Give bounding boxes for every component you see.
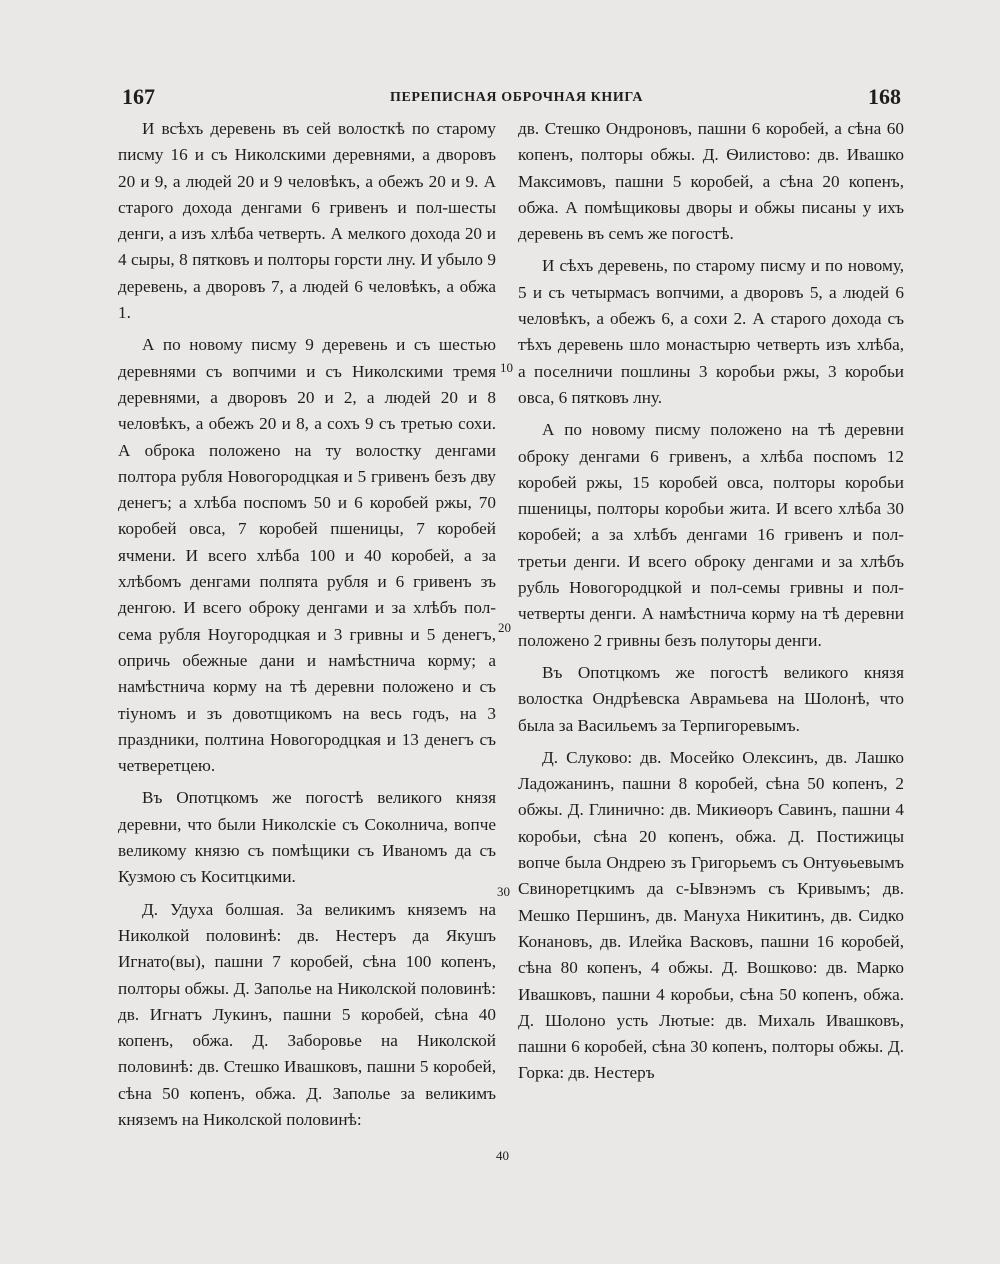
left-column	[118, 116, 496, 1139]
page-header	[0, 84, 1000, 114]
page-number-left: 167	[122, 84, 155, 109]
paragraph: А по новому писму положено на тѣ деревни оброку денгами 6 гривенъ, а хлѣба поспомъ 12 коробей ржы, 15 коробей овса, полторы коробьи пшеницы, полторы коробьи жита. И всего хлѣба 30 коробей; а за хлѣбъ денгами 16 гривенъ и пол-третьи денги. И всего оброку денгами и за хлѣбъ рубль Новогородцкой и пол-семы гривны и пол-четверты денги. А намѣстнича корму на тѣ деревни положено 2 гривны безъ полуторы денги.	[518, 420, 904, 650]
paragraph: И сѣхъ деревень, по старому писму и по новому, 5 и съ четырмасъ вопчими, а дворовъ 5, а людей 6 человѣкъ, а обежъ 6, а сохи 2. А старого дохода съ тѣхъ деревень шло монастырю четверть изъ хлѣба, а поселничи пошлины 3 коробьи ржы, 3 коробьи овса, 6 пятковъ лну.	[518, 256, 904, 407]
line-number-10: 10	[500, 360, 513, 375]
right-column	[518, 116, 904, 1093]
paragraph: Въ Опотцкомъ же погостѣ великого князя деревни, что были Николскіе съ Соколнича, вопче великому князю съ помѣщики съ Иваномъ да съ Кузмою съ Коситцкими.	[118, 788, 496, 887]
paragraph: Д. Удуха болшая. За великимъ княземъ на Николкой половинѣ: дв. Нестеръ да Якушъ Игнато(вы), пашни 7 коробей, сѣна 100 копенъ, полторы обжы. Д. Заполье на Николской половинѣ: дв. Игнатъ Лукинъ, пашни 5 коробей, сѣна 40 копенъ, обжа. Д. Заборовье на Николской половинѣ: дв. Стешко Ивашковъ, пашни 5 коробей, сѣна 50 копенъ, обжа. Д. Заполье за великимъ княземъ на Николской половинѣ:	[118, 899, 496, 1129]
paragraph: Въ Опотцкомъ же погостѣ великого князя волостка Ондрѣевска Аврамьева на Шолонѣ, что была за Васильемъ за Терпигоревымъ.	[518, 662, 904, 735]
line-number-30: 30	[497, 884, 510, 899]
paragraph: И всѣхъ деревень въ сей волосткѣ по старому писму 16 и съ Николскими деревнями, а дворовъ 20 и 9, а людей 20 и 9 человѣкъ, а обежъ 20 и 9. А старого дохода денгами 6 гривенъ и пол-шесты денги, а изъ хлѣба четверть. А мелкого дохода 20 и 4 сыры, 8 пятковъ и полторы горсти лну. И убыло 9 деревень, а дворовъ 7, а людей 6 человѣкъ, а обжа 1.	[118, 119, 496, 323]
paragraph: дв. Стешко Ондроновъ, пашни 6 коробей, а сѣна 60 копенъ, полторы обжы. Д. Ѳилистово: дв. Ивашко Максимовъ, пашни 5 коробей, а сѣна 20 копенъ, обжа. А помѣщиковы дворы и обжы писаны у ихъ деревень въ семъ же погостѣ.	[518, 119, 904, 244]
paragraph: А по новому писму 9 деревень и съ шестью деревнями съ вопчими и съ Николскими тремя деревнями, а дворовъ 20 и 2, а людей 20 и 8 человѣкъ, а обежъ 20 и 8, а сохъ 9 съ третью сохи. А оброка положено на ту волостку денгами полтора рубля Новогородцкая и 5 гривенъ безъ дву денегъ; а хлѣба поспомъ 50 и 6 коробей ржы, 70 коробей овса, 7 коробей пшеницы, 7 коробей ячмени. И всего хлѣба 100 и 40 коробей, а за хлѣбомъ денгами полпята рубля и 6 гривенъ зъ денгою. И всего оброку денгами и за хлѣбъ пол-сема рубля Ноугородцкая и 3 гривны и 5 денегъ, опричь обежные дани и намѣстнича корму; а намѣстнича корму на тѣ деревни положено и съ тіуномъ и зъ довотщикомъ на весь годъ, на 3 праздники, полтина Новогородцкая и 13 денегъ съ четверетцею.	[118, 335, 496, 776]
line-number-40: 40	[496, 1148, 509, 1163]
line-number-20: 20	[498, 620, 511, 635]
page-number-right: 168	[868, 84, 901, 109]
paragraph: Д. Слуково: дв. Мосейко Олексинъ, дв. Лашко Ладожанинъ, пашни 8 коробей, сѣна 50 копенъ, 2 обжы. Д. Глинично: дв. Микиѳоръ Савинъ, пашни 4 коробьи, сѣна 20 копенъ, обжа. Д. Постижицы вопче была Ондрею зъ Григорьемъ съ Онтуѳьевымъ Свиноретцкимъ да с-Ывэнэмъ съ Кривымъ; дв. Мешко Першинъ, дв. Мануха Никитинъ, дв. Сидко Конановъ, дв. Илейка Васковъ, пашни 16 коробей, сѣна 80 копенъ, 4 обжы. Д. Вошково: дв. Марко Ивашковъ, пашни 4 коробьи, сѣна 50 копенъ, обжа. Д. Шолоно усть Лютые: дв. Михаль Ивашковъ, пашни 6 коробей, сѣна 30 копенъ, полторы обжы. Д. Горка: дв. Нестеръ	[518, 747, 904, 1083]
running-title: ПЕРЕПИСНАЯ ОБРОЧНАЯ КНИГА	[390, 90, 644, 105]
